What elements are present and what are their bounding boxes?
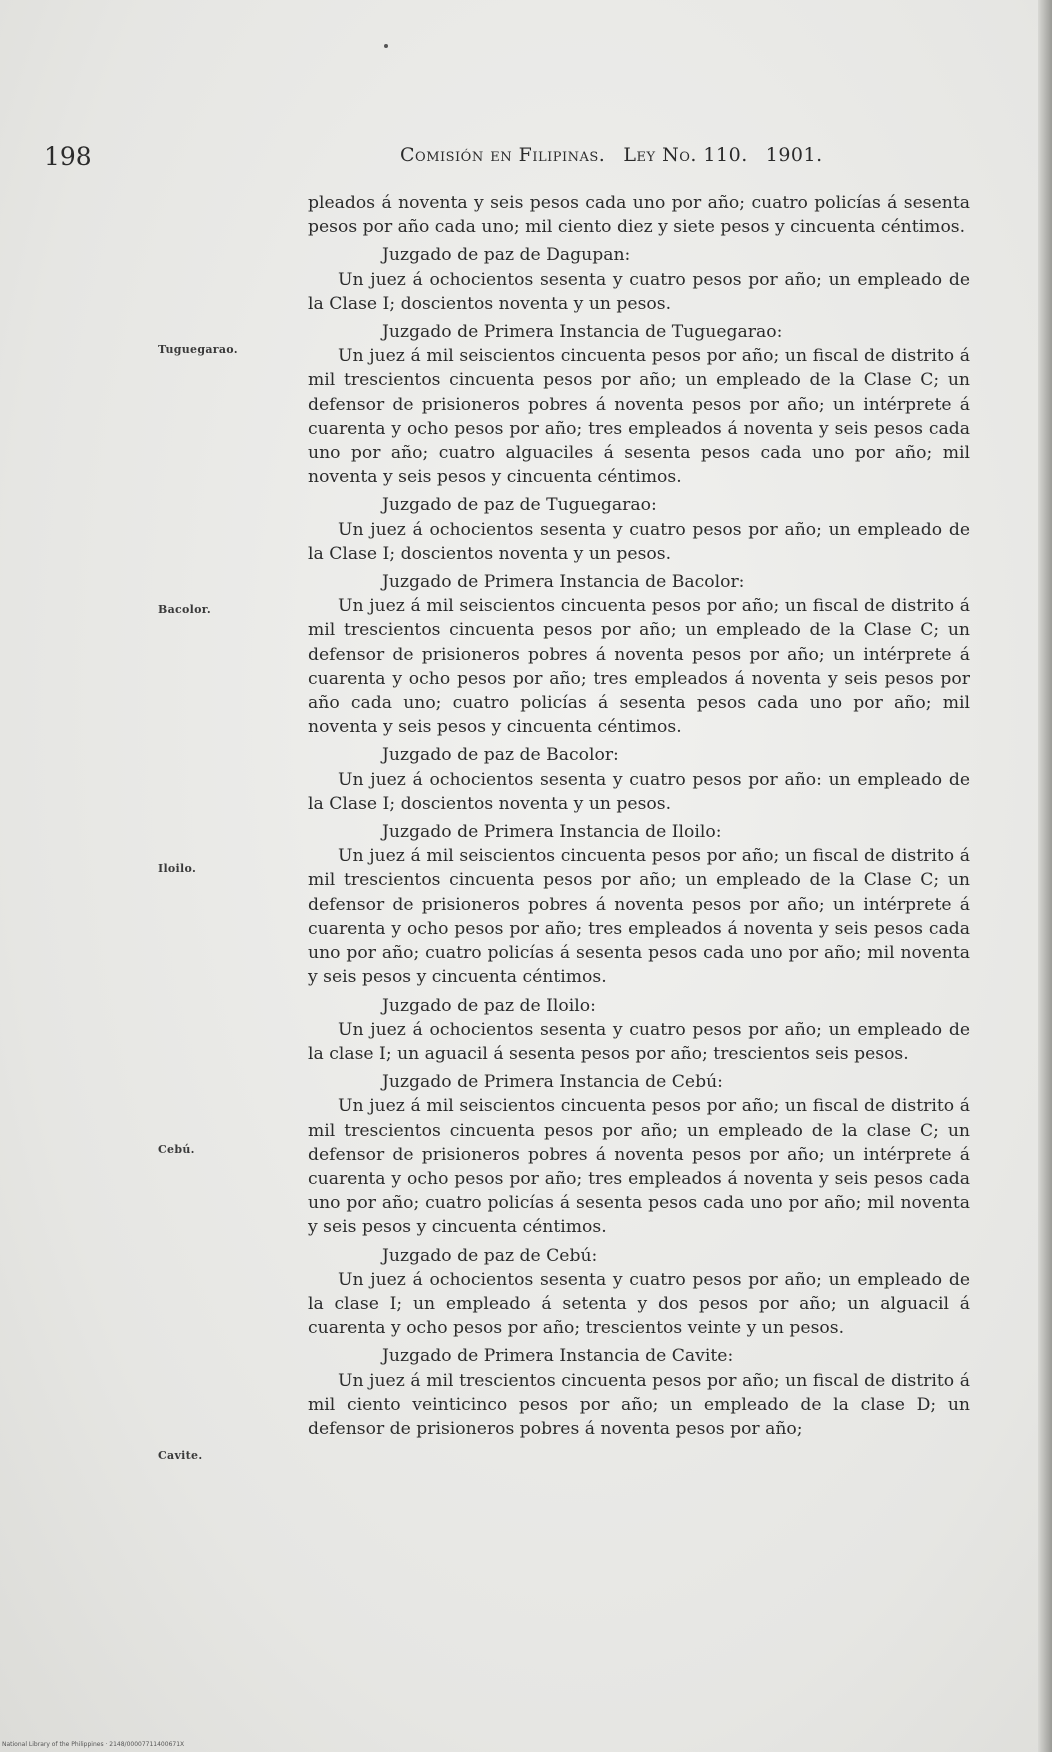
body-text: [308, 191, 970, 1441]
paragraph-iloilo-primera: Un juez á mil seiscientos cincuenta pesos por año; un fiscal de distrito á mil trescientos cincuenta pesos por año; un empleado de la Clase C; un defensor de prisioneros pobres á noventa pesos por año; un intérprete á cuarenta y ocho pesos por año; tres empleados á noventa y seis pesos cada uno por año; cuatro policías á sesenta pesos cada uno por año; mil noventa y seis pesos y cincuenta céntimos.: [308, 846, 970, 988]
running-head-year: 1901.: [765, 144, 823, 166]
scan-credit: National Library of the Philippines · 2148/00007711400671X: [2, 1741, 185, 1748]
page-number: 198: [44, 142, 92, 171]
paragraph-cebu-paz: Un juez á ochocientos sesenta y cuatro pesos por año; un empleado de la clase I; un empleado á setenta y dos pesos por año; un alguacil á cuarenta y ocho pesos por año; trescientos veinte y un pesos.: [308, 1269, 970, 1339]
paragraph-iloilo-paz: Un juez á ochocientos sesenta y cuatro pesos por año; un empleado de la clase I; un aguacil á sesenta pesos por año; trescientos seis pesos.: [308, 1019, 970, 1064]
paragraph-continued: pleados á noventa y seis pesos cada uno por año; cuatro policías á sesenta pesos por año cada uno; mil ciento diez y siete pesos y cincuenta céntimos.: [308, 193, 970, 238]
page-header: [0, 142, 1052, 172]
heading-bacolor-paz: Juzgado de paz de Bacolor:: [382, 745, 619, 766]
margin-note-bacolor: Bacolor.: [158, 603, 211, 616]
paragraph-tuguegarao-paz: Un juez á ochocientos sesenta y cuatro pesos por año; un empleado de la Clase I; doscientos noventa y un pesos.: [308, 519, 970, 564]
margin-note-cavite: Cavite.: [158, 1449, 203, 1462]
paragraph-cebu-primera: Un juez á mil seiscientos cincuenta pesos por año; un fiscal de distrito á mil trescientos cincuenta pesos por año; un empleado de la clase C; un defensor de prisioneros pobres á noventa pesos por año; un intérprete á cuarenta y ocho pesos por año; tres empleados á noventa y seis pesos cada uno por año; cuatro policías á sesenta pesos cada uno por año; mil noventa y seis pesos y cincuenta céntimos.: [308, 1096, 970, 1238]
heading-dagupan-paz: Juzgado de paz de Dagupan:: [382, 245, 631, 266]
paragraph-dagupan-paz: Un juez á ochocientos sesenta y cuatro pesos por año; un empleado de la Clase I; doscientos noventa y un pesos.: [308, 269, 970, 314]
heading-cebu-primera: Juzgado de Primera Instancia de Cebú:: [382, 1072, 723, 1093]
margin-note-cebu: Cebú.: [158, 1143, 195, 1156]
paragraph-bacolor-primera: Un juez á mil seiscientos cincuenta pesos por año; un fiscal de distrito á mil trescientos cincuenta pesos por año; un empleado de la Clase C; un defensor de prisioneros pobres á noventa pesos por año; un intérprete á cuarenta y ocho pesos por año; tres empleados á noventa y seis pesos por año cada uno; cuatro policías á sesenta pesos cada uno por año; mil noventa y seis pesos y cincuenta céntimos.: [308, 596, 970, 738]
paragraph-tuguegarao-primera: Un juez á mil seiscientos cincuenta pesos por año; un fiscal de distrito á mil trescientos cincuenta pesos por año; un empleado de la Clase C; un defensor de prisioneros pobres á noventa pesos por año; un intérprete á cuarenta y ocho pesos por año; tres empleados á noventa y seis pesos cada uno por año; cuatro alguaciles á sesenta pesos cada uno por año; mil noventa y seis pesos y cincuenta céntimos.: [308, 346, 970, 488]
margin-note-iloilo: Iloilo.: [158, 862, 197, 875]
paragraph-cavite-primera: Un juez á mil trescientos cincuenta pesos por año; un fiscal de distrito á mil ciento veinticinco pesos por año; un empleado de la clase D; un defensor de prisioneros pobres á noventa pesos por año;: [308, 1370, 970, 1439]
heading-bacolor-primera: Juzgado de Primera Instancia de Bacolor:: [382, 572, 745, 593]
paragraph-bacolor-paz: Un juez á ochocientos sesenta y cuatro pesos por año: un empleado de la Clase I; doscientos noventa y un pesos.: [308, 769, 970, 814]
heading-tuguegarao-paz: Juzgado de paz de Tuguegarao:: [382, 495, 657, 516]
page-edge-shadow: [1038, 0, 1052, 1752]
heading-iloilo-primera: Juzgado de Primera Instancia de Iloilo:: [382, 822, 722, 843]
heading-iloilo-paz: Juzgado de paz de Iloilo:: [382, 995, 596, 1016]
running-head-law-number: Ley No. 110.: [623, 144, 748, 166]
heading-cavite-primera: Juzgado de Primera Instancia de Cavite:: [382, 1346, 734, 1367]
running-head: [400, 144, 823, 166]
margin-note-tuguegarao: Tuguegarao.: [158, 343, 238, 356]
running-head-commission: Comisión en Filipinas.: [400, 144, 606, 166]
heading-tuguegarao-primera: Juzgado de Primera Instancia de Tuguegarao:: [382, 322, 783, 343]
heading-cebu-paz: Juzgado de paz de Cebú:: [382, 1245, 598, 1266]
ink-speck: [384, 44, 388, 48]
